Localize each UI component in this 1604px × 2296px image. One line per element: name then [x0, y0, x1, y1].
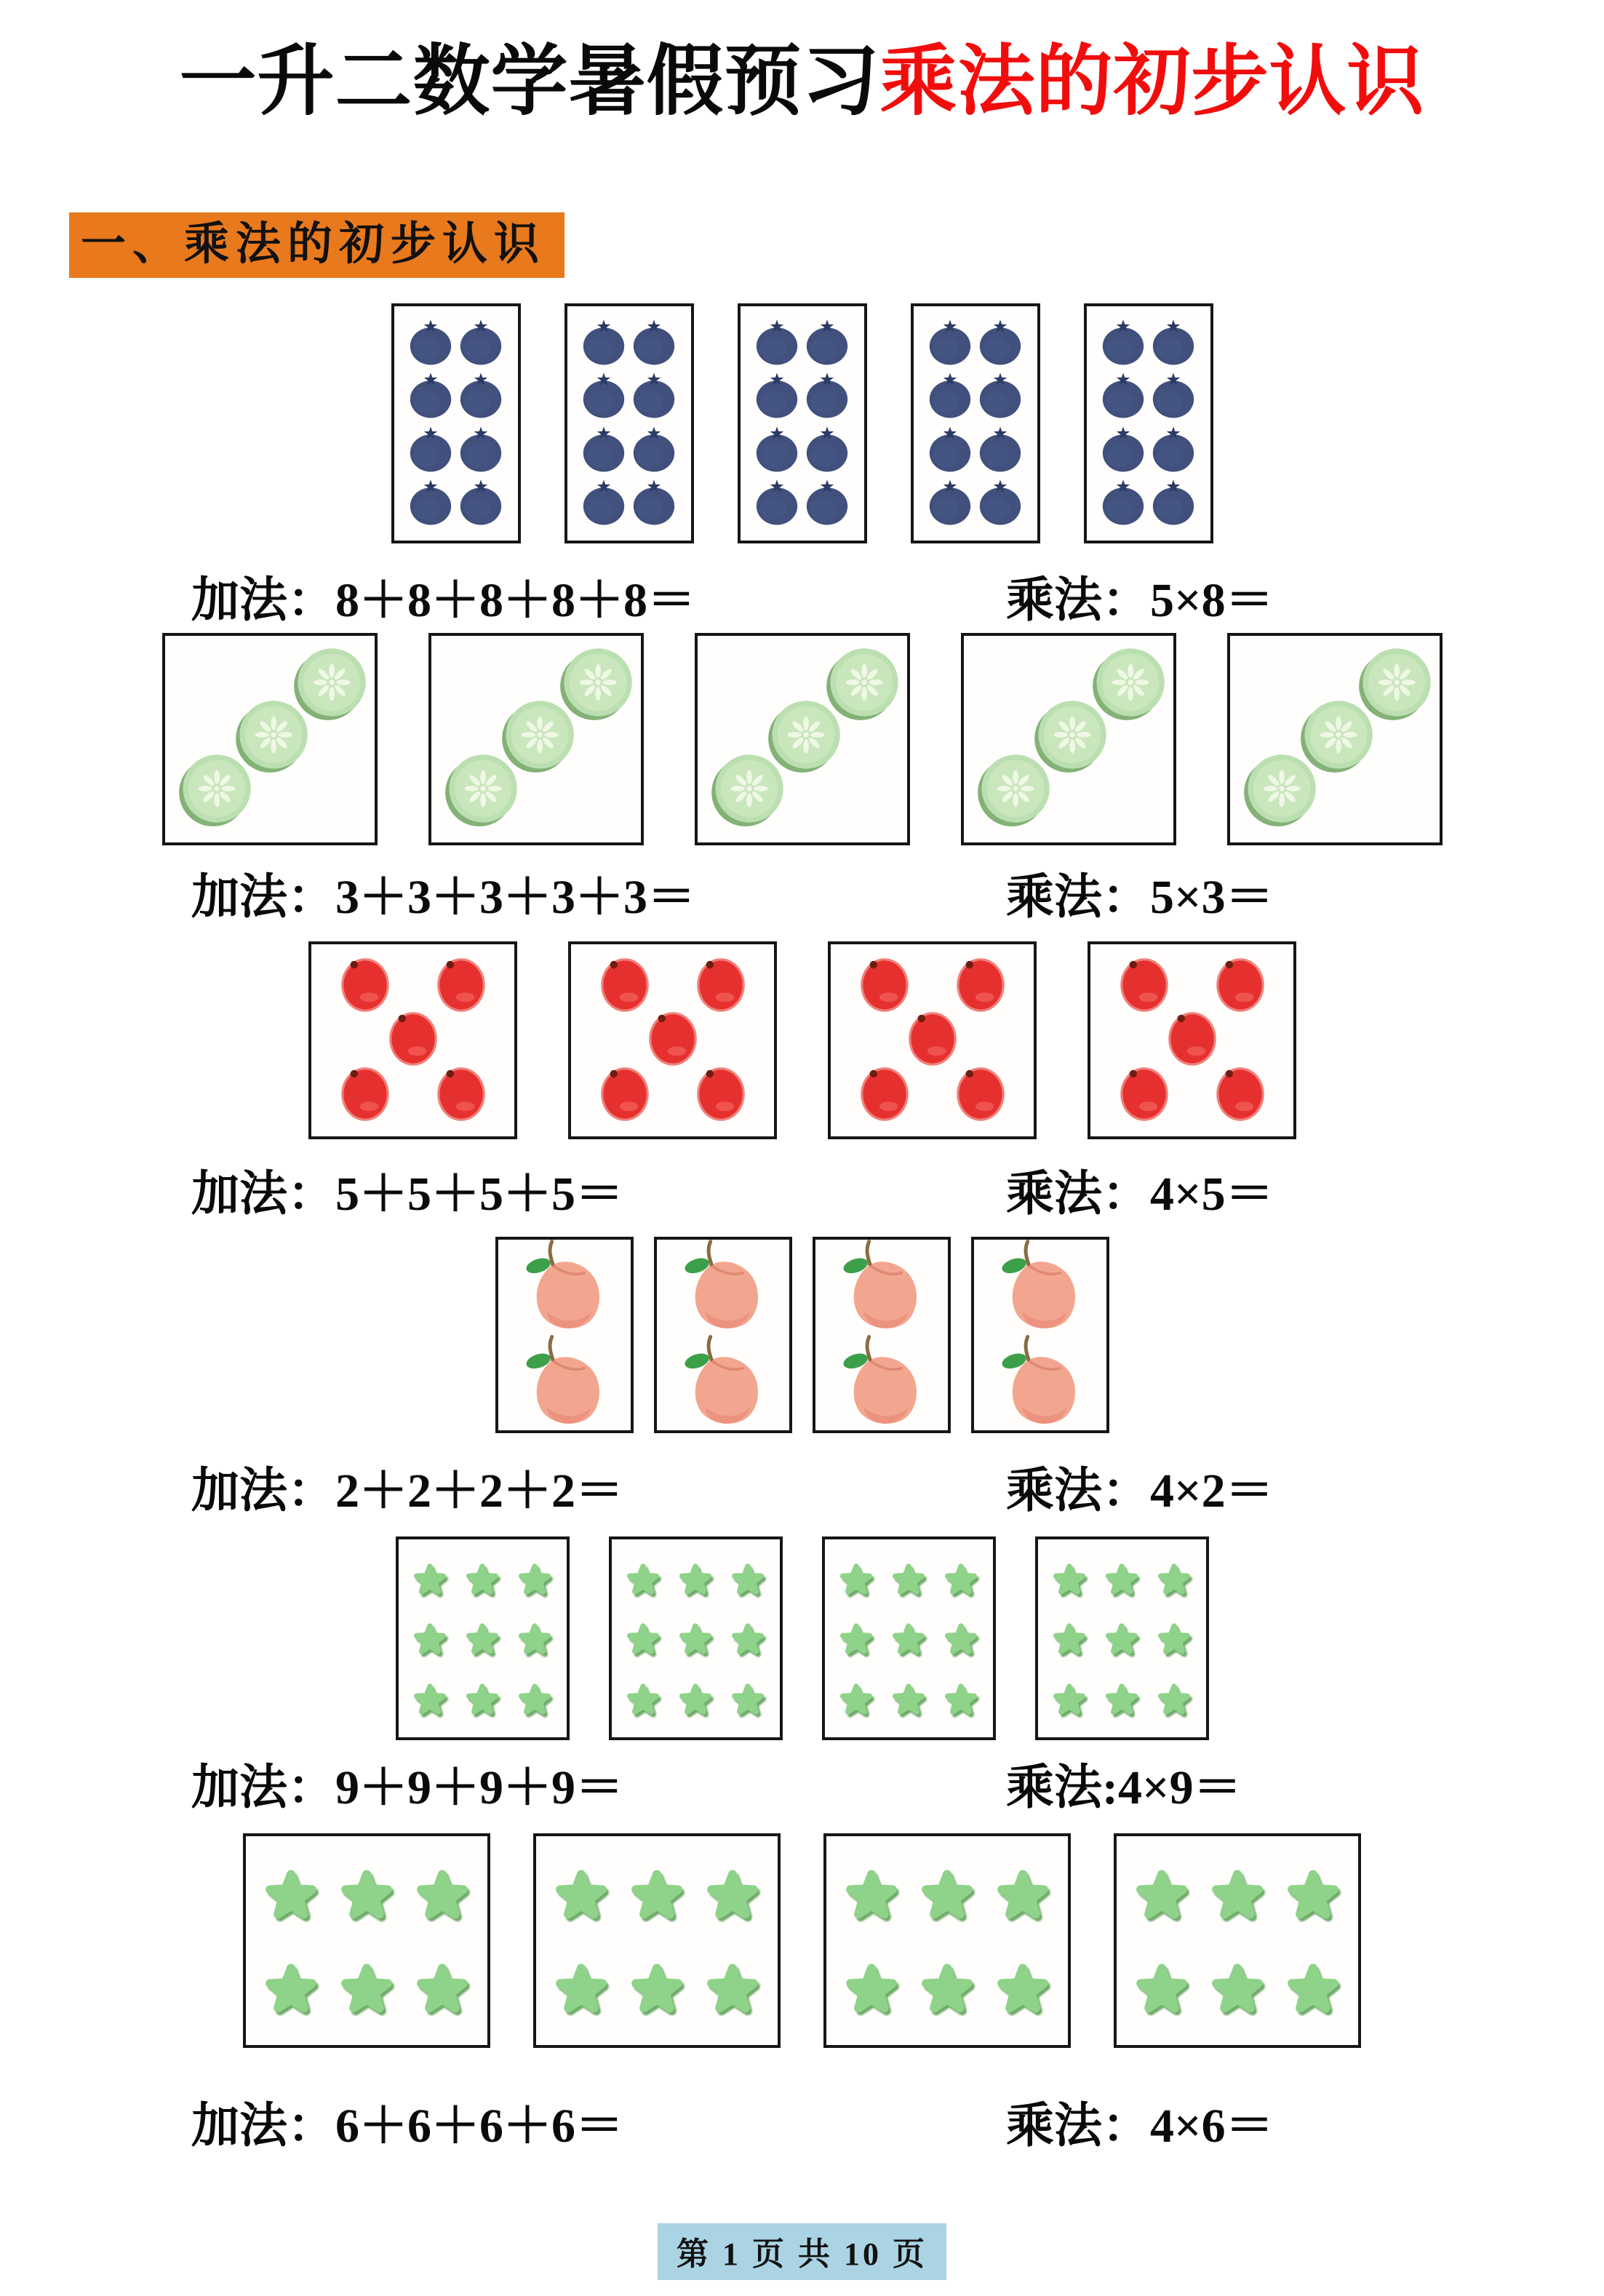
star-icon	[1128, 1954, 1195, 2021]
star-icon	[1280, 1954, 1346, 2021]
peach-icon	[518, 1335, 611, 1430]
star-icon	[674, 1678, 717, 1720]
multiplication-equation: 乘法：4×5＝	[1006, 1168, 1274, 1221]
addition-equation: 加法：8＋8＋8＋8＋8＝	[191, 574, 695, 628]
star-big-group-box	[533, 1833, 781, 2048]
blueberry-icon	[977, 427, 1024, 474]
blueberry-icon	[754, 373, 800, 420]
star-big-group-box	[243, 1833, 490, 2048]
exercise-row	[0, 1536, 1604, 1820]
peach-group-box	[813, 1237, 951, 1433]
star-icon	[887, 1558, 930, 1600]
apple-icon	[692, 1062, 750, 1124]
blueberry-icon	[631, 480, 677, 527]
star-icon	[409, 1860, 476, 1927]
blueberry-icon	[1150, 373, 1197, 420]
peach-icon	[994, 1240, 1087, 1335]
star-icon	[622, 1617, 664, 1659]
equation-row	[0, 1163, 1604, 1227]
addition-equation: 加法：2＋2＋2＋2＝	[191, 1464, 623, 1518]
blueberry-icon	[977, 373, 1024, 420]
blueberry-icon	[631, 320, 677, 367]
star-small-group-box	[822, 1536, 996, 1740]
star-icon	[835, 1617, 877, 1659]
exercise-row	[0, 941, 1604, 1227]
cucumber-group-box	[695, 633, 910, 845]
star-small-group-box	[609, 1536, 783, 1740]
blueberry-icon	[804, 320, 850, 367]
addition-equation: 加法：9＋9＋9＋9＝	[191, 1761, 623, 1815]
blueberry-icon	[1100, 427, 1146, 474]
peach-icon	[518, 1240, 611, 1335]
multiplication-equation: 乘法：4×2＝	[1006, 1464, 1274, 1518]
blueberry-icon	[1150, 427, 1197, 474]
star-icon	[727, 1617, 769, 1659]
exercises-container	[0, 303, 1604, 2159]
star-icon	[1048, 1678, 1090, 1720]
apple-icon	[855, 953, 914, 1015]
cucumber-group-box	[1227, 633, 1443, 845]
blueberry-icon	[927, 427, 973, 474]
blueberry-group-box	[911, 303, 1040, 543]
multiplication-equation: 乘法：5×3＝	[1006, 871, 1274, 925]
star-icon	[1204, 1954, 1271, 2021]
footer-area	[0, 2223, 1604, 2280]
star-icon	[461, 1678, 503, 1720]
star-icon	[940, 1617, 982, 1659]
star-icon	[514, 1617, 556, 1659]
star-icon	[623, 1954, 690, 2021]
blueberry-icon	[927, 373, 973, 420]
apple-icon	[596, 1062, 654, 1124]
blueberry-icon	[754, 427, 800, 474]
star-icon	[1128, 1860, 1195, 1927]
cucumber-slice-icon	[1090, 645, 1168, 722]
star-big-group-box	[823, 1833, 1071, 2048]
star-icon	[887, 1617, 930, 1659]
title-red-part: 乘法的初步认识	[879, 39, 1425, 124]
star-big-group-box	[1114, 1833, 1361, 2048]
star-icon	[409, 1678, 451, 1720]
apple-icon	[1115, 953, 1173, 1015]
star-icon	[699, 1954, 766, 2021]
blueberry-icon	[1100, 480, 1146, 527]
star-icon	[1153, 1678, 1195, 1720]
blueberry-icon	[804, 427, 850, 474]
peach-group-box	[971, 1237, 1109, 1433]
multiplication-equation: 乘法：5×8＝	[1006, 574, 1274, 628]
fruit-boxes	[0, 633, 1604, 845]
star-icon	[548, 1860, 615, 1927]
blueberry-icon	[580, 320, 627, 367]
star-icon	[914, 1954, 981, 2021]
apple-icon	[596, 953, 654, 1015]
blueberry-icon	[754, 320, 800, 367]
star-icon	[674, 1558, 717, 1600]
apple-icon	[903, 1007, 962, 1069]
star-icon	[727, 1678, 769, 1720]
addition-equation: 加法：6＋6＋6＋6＝	[191, 2100, 623, 2153]
blueberry-icon	[458, 480, 504, 527]
equation-row	[0, 2094, 1604, 2159]
apple-icon	[336, 953, 394, 1015]
star-icon	[333, 1954, 400, 2021]
blueberry-icon	[458, 320, 504, 367]
apple-group-box	[828, 941, 1037, 1139]
apple-icon	[1211, 953, 1269, 1015]
blueberry-icon	[580, 373, 627, 420]
peach-group-box	[495, 1237, 634, 1433]
apple-icon	[1211, 1062, 1269, 1124]
apple-icon	[951, 953, 1010, 1015]
star-icon	[514, 1558, 556, 1600]
fruit-boxes	[0, 941, 1604, 1139]
blueberry-icon	[977, 320, 1024, 367]
blueberry-icon	[407, 427, 454, 474]
fruit-boxes	[0, 1536, 1604, 1740]
worksheet-page	[0, 28, 1604, 2296]
star-icon	[940, 1558, 982, 1600]
exercise-row	[0, 1833, 1604, 2159]
equation-row	[0, 569, 1604, 633]
exercise-row	[0, 633, 1604, 930]
apple-icon	[692, 953, 750, 1015]
blueberry-icon	[754, 480, 800, 527]
star-icon	[674, 1617, 717, 1659]
addition-equation: 加法：5＋5＋5＋5＝	[191, 1168, 623, 1221]
star-small-group-box	[396, 1536, 570, 1740]
star-icon	[333, 1860, 400, 1927]
blueberry-group-box	[564, 303, 694, 543]
blueberry-icon	[1150, 480, 1197, 527]
star-icon	[514, 1678, 556, 1720]
blueberry-icon	[927, 480, 973, 527]
star-icon	[940, 1678, 982, 1720]
peach-icon	[677, 1335, 770, 1430]
star-icon	[1153, 1558, 1195, 1600]
star-icon	[835, 1678, 877, 1720]
star-icon	[622, 1678, 664, 1720]
fruit-boxes	[0, 1833, 1604, 2048]
apple-icon	[1115, 1062, 1173, 1124]
page-footer: 第 1 页 共 10 页	[658, 2223, 946, 2280]
apple-icon	[644, 1007, 702, 1069]
star-icon	[838, 1954, 905, 2021]
blueberry-icon	[927, 320, 973, 367]
blueberry-icon	[458, 373, 504, 420]
blueberry-icon	[631, 427, 677, 474]
blueberry-icon	[458, 427, 504, 474]
cucumber-group-box	[961, 633, 1176, 845]
cucumber-slice-icon	[558, 645, 635, 722]
star-icon	[258, 1860, 324, 1927]
exercise-row	[0, 1237, 1604, 1523]
fruit-boxes	[0, 303, 1604, 543]
blueberry-group-box	[1084, 303, 1213, 543]
star-icon	[699, 1860, 766, 1927]
star-icon	[1101, 1617, 1143, 1659]
blueberry-icon	[580, 480, 627, 527]
equation-row	[0, 1756, 1604, 1820]
star-icon	[258, 1954, 324, 2021]
peach-group-box	[654, 1237, 792, 1433]
star-icon	[1204, 1860, 1271, 1927]
blueberry-icon	[977, 480, 1024, 527]
star-icon	[409, 1558, 451, 1600]
star-icon	[914, 1860, 981, 1927]
exercise-row	[0, 303, 1604, 633]
star-icon	[409, 1617, 451, 1659]
blueberry-icon	[407, 480, 454, 527]
apple-icon	[1163, 1007, 1221, 1069]
star-icon	[989, 1954, 1056, 2021]
peach-icon	[994, 1335, 1087, 1430]
peach-icon	[677, 1240, 770, 1335]
star-icon	[835, 1558, 877, 1600]
apple-group-box	[1088, 941, 1296, 1139]
star-icon	[1280, 1860, 1346, 1927]
cucumber-group-box	[162, 633, 378, 845]
star-icon	[548, 1954, 615, 2021]
star-icon	[1101, 1678, 1143, 1720]
blueberry-icon	[804, 480, 850, 527]
equation-row	[0, 1459, 1604, 1523]
apple-group-box	[568, 941, 777, 1139]
blueberry-icon	[1100, 373, 1146, 420]
star-small-group-box	[1035, 1536, 1209, 1740]
apple-group-box	[308, 941, 517, 1139]
blueberry-icon	[804, 373, 850, 420]
cucumber-slice-icon	[1357, 645, 1434, 722]
star-icon	[622, 1558, 664, 1600]
star-icon	[838, 1860, 905, 1927]
blueberry-icon	[580, 427, 627, 474]
section-header: 一、乘法的初步认识	[69, 212, 564, 278]
equation-row	[0, 866, 1604, 930]
star-icon	[1048, 1617, 1090, 1659]
blueberry-icon	[407, 320, 454, 367]
star-icon	[989, 1860, 1056, 1927]
star-icon	[1048, 1558, 1090, 1600]
multiplication-equation: 乘法：4×6＝	[1006, 2100, 1274, 2153]
star-icon	[409, 1954, 476, 2021]
page-title	[0, 28, 1604, 137]
blueberry-icon	[631, 373, 677, 420]
peach-icon	[835, 1240, 928, 1335]
star-icon	[461, 1558, 503, 1600]
blueberry-group-box	[738, 303, 867, 543]
star-icon	[1153, 1617, 1195, 1659]
blueberry-icon	[407, 373, 454, 420]
multiplication-equation: 乘法:4×9＝	[1006, 1761, 1242, 1815]
apple-icon	[384, 1007, 442, 1069]
star-icon	[1101, 1558, 1143, 1600]
blueberry-icon	[1150, 320, 1197, 367]
apple-icon	[432, 953, 490, 1015]
star-icon	[623, 1860, 690, 1927]
apple-icon	[855, 1062, 914, 1124]
cucumber-slice-icon	[824, 645, 901, 722]
cucumber-slice-icon	[292, 645, 369, 722]
blueberry-icon	[1100, 320, 1146, 367]
apple-icon	[432, 1062, 490, 1124]
apple-icon	[951, 1062, 1010, 1124]
addition-equation: 加法：3＋3＋3＋3＋3＝	[191, 871, 695, 925]
peach-icon	[835, 1335, 928, 1430]
apple-icon	[336, 1062, 394, 1124]
star-icon	[887, 1678, 930, 1720]
star-icon	[727, 1558, 769, 1600]
fruit-boxes	[0, 1237, 1604, 1433]
title-black-part: 一升二数学暑假预习	[179, 39, 880, 124]
star-icon	[461, 1617, 503, 1659]
blueberry-group-box	[391, 303, 521, 543]
cucumber-group-box	[428, 633, 644, 845]
